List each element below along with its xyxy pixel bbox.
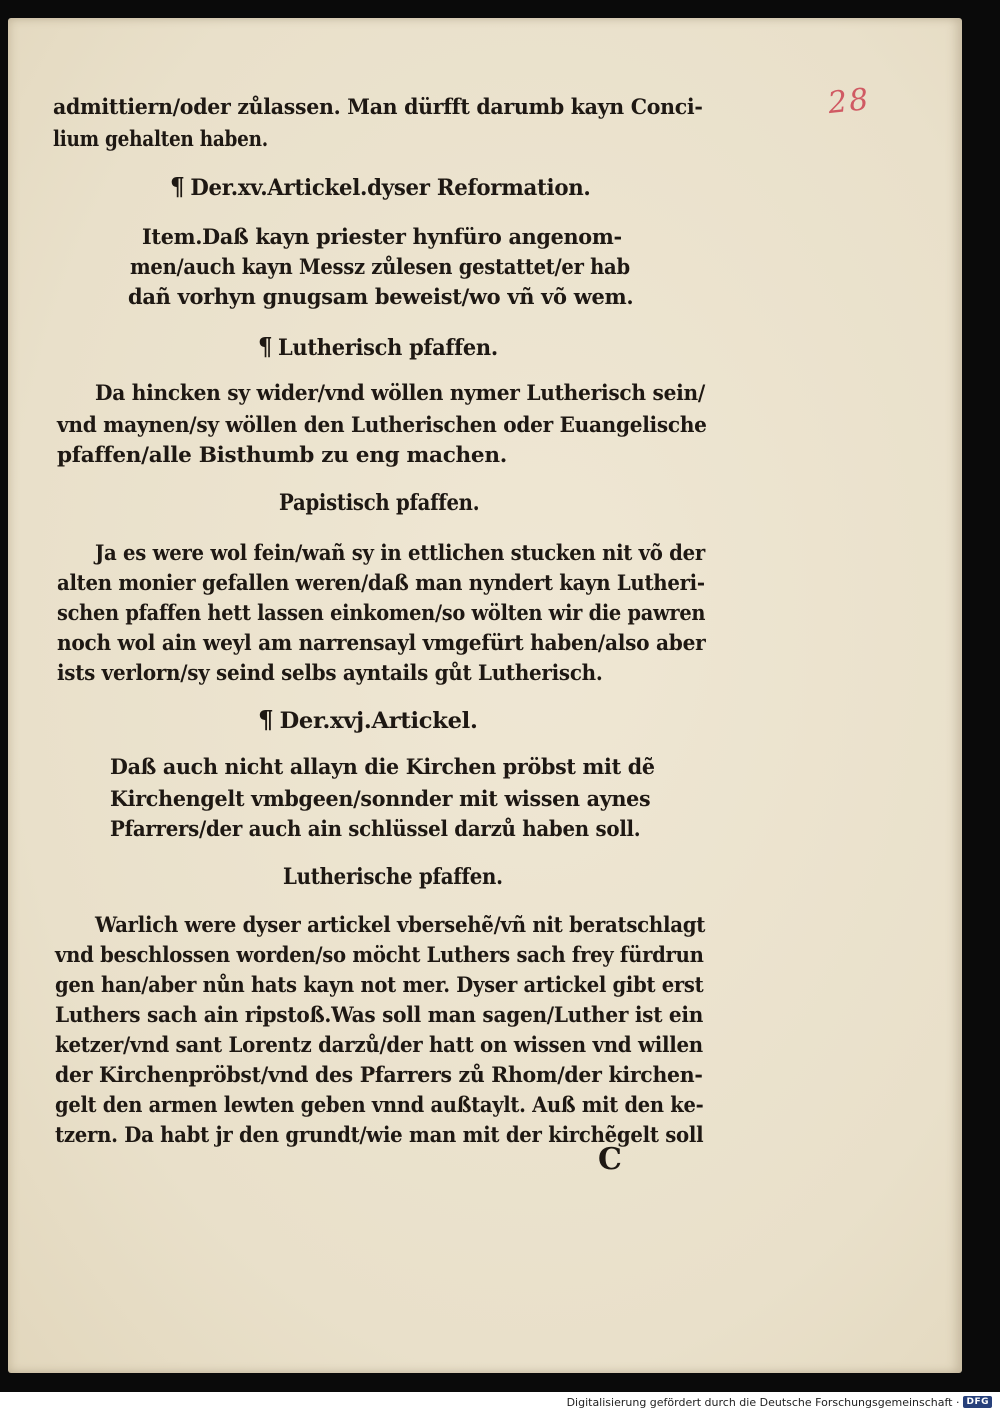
text-line (55, 1090, 703, 1120)
line-text: Pfarrers/der auch ain schlüssel darzů haben soll. (110, 816, 641, 841)
line-text: noch wol ain weyl am narrensayl vmgefürt haben/also aber (57, 630, 706, 655)
text-line (57, 658, 602, 688)
text-line (55, 1060, 703, 1090)
line-text: gen han/aber nůn hats kayn not mer. Dyser artickel gibt erst (55, 972, 704, 997)
line-text: Der.xv.Artickel.dyser Reformation. (190, 175, 591, 201)
section-heading (279, 488, 479, 518)
line-text: Luthers sach ain ripstoß.Was soll man sagen/Luther ist ein (55, 1002, 704, 1027)
pilcrow-icon: ¶ (170, 172, 185, 201)
line-text: tzern. Da habt jr den grundt/wie man mit der kirchẽgelt soll (55, 1122, 704, 1147)
line-text: Item.Daß kayn priester hynfüro angenom- (142, 224, 622, 249)
line-text: der Kirchenpröbst/vnd des Pfarrers zů Rhom/der kirchen- (55, 1062, 703, 1087)
folio-number: 28 (826, 81, 872, 122)
line-text: Da hincken sy wider/vnd wöllen nymer Lutherisch sein/ (95, 380, 706, 405)
line-text: Daß auch nicht allayn die Kirchen pröbst mit dẽ (110, 754, 655, 779)
line-text: admittiern/oder zůlassen. Man dürfft darumb kayn Conci- (53, 94, 703, 119)
line-text: Lutherisch pfaffen. (277, 335, 498, 361)
line-text: Ja es were wol fein/wañ sy in ettlichen stucken nit võ der (95, 540, 705, 565)
line-text: Papistisch pfaffen. (279, 490, 480, 516)
line-text: alten monier gefallen weren/daß man nyndert kayn Lutheri- (57, 570, 705, 595)
signature-mark: C (598, 1142, 622, 1177)
line-text: pfaffen/alle Bisthumb zu eng machen. (57, 442, 507, 467)
line-text: Warlich were dyser artickel vbersehẽ/vñ nit beratschlagt (95, 912, 706, 937)
text-line (110, 752, 655, 782)
dfg-logo: DFG (963, 1396, 992, 1408)
line-text: men/auch kayn Messz zůlesen gestattet/er hab (130, 254, 630, 279)
text-line (95, 378, 705, 408)
text-line (57, 628, 705, 658)
line-text: vnd beschlossen worden/so möcht Luthers sach frey fürdrun (55, 942, 704, 967)
section-heading (283, 862, 503, 892)
line-text: ists verlorn/sy seind selbs ayntails gůt Lutherisch. (57, 660, 603, 685)
line-text: Kirchengelt vmbgeen/sonnder mit wissen aynes (110, 786, 651, 811)
pilcrow-icon: ¶ (258, 332, 273, 361)
text-line (142, 222, 622, 252)
text-line (128, 282, 633, 312)
section-heading (258, 332, 498, 363)
text-line (95, 910, 705, 940)
line-text: vnd maynen/sy wöllen den Lutherischen oder Euangelische (57, 412, 707, 437)
text-line (110, 784, 650, 814)
line-text: dañ vorhyn gnugsam beweist/wo vñ võ wem. (128, 284, 634, 309)
text-line (57, 598, 705, 628)
text-line (53, 124, 268, 154)
line-text: schen pfaffen hett lassen einkomen/so wölten wir die pawren (57, 600, 706, 625)
line-text: lium gehalten haben. (53, 126, 268, 151)
line-text: ketzer/vnd sant Lorentz darzů/der hatt on wissen vnd willen (55, 1032, 703, 1057)
line-text: Lutherische pfaffen. (283, 864, 503, 890)
footer (567, 1392, 992, 1412)
text-line (55, 1000, 703, 1030)
text-line (95, 538, 705, 568)
pilcrow-icon: ¶ (258, 705, 274, 734)
text-line (57, 440, 507, 470)
footer-credit: Digitalisierung gefördert durch die Deutsche Forschungsgemeinschaft · (566, 1395, 960, 1409)
text-line (55, 940, 704, 970)
text-line (57, 568, 705, 598)
section-heading (258, 705, 478, 736)
text-line (57, 410, 707, 440)
text-line (55, 970, 703, 1000)
text-line (110, 814, 640, 844)
text-line (53, 92, 703, 122)
section-heading (170, 172, 591, 203)
line-text: gelt den armen lewten geben vnnd außtaylt. Auß mit den ke- (55, 1092, 704, 1117)
text-line (130, 252, 630, 282)
line-text: Der.xvj.Artickel. (279, 708, 478, 734)
text-line (55, 1030, 703, 1060)
